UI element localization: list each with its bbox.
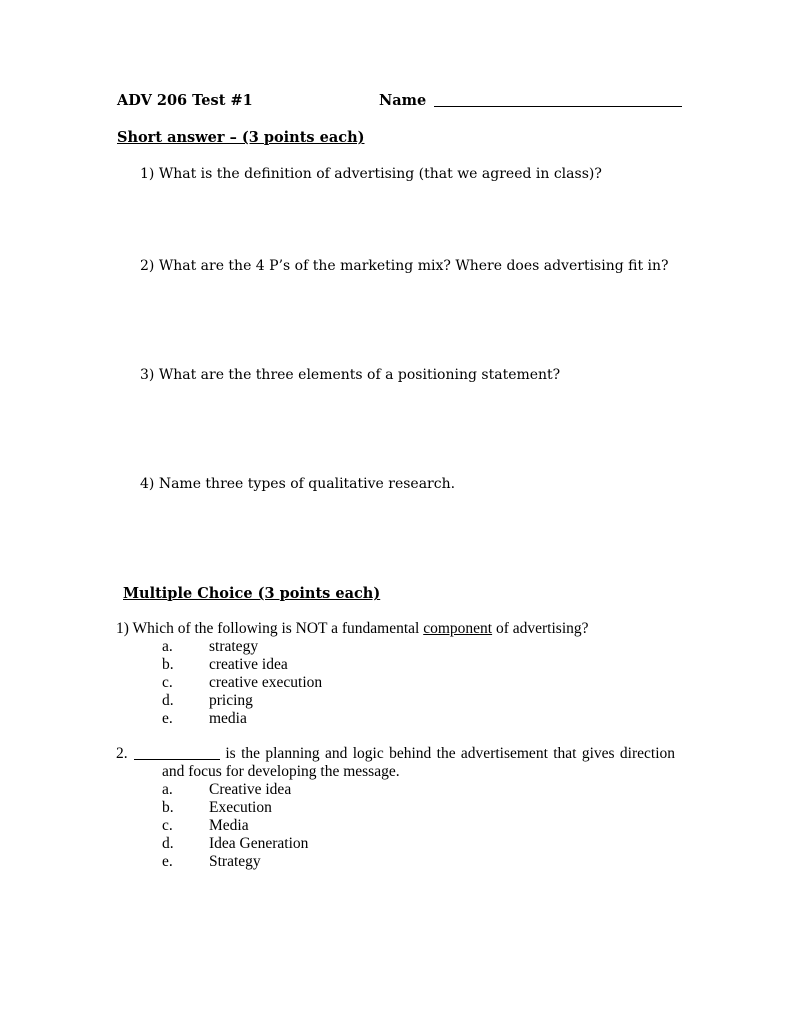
multiple-choice-heading: Multiple Choice (3 points each) [123, 585, 381, 602]
multiple-choice-question-2 [134, 745, 675, 763]
name-blank-line [434, 92, 682, 107]
multiple-choice-question-1 [116, 620, 589, 638]
mc-q1-option-text: strategy [209, 638, 259, 655]
mc-q1-option-letter: c. [162, 674, 173, 691]
mc-q1-option-text: pricing [209, 692, 253, 709]
mc-q2-option-text: Idea Generation [209, 835, 309, 852]
mc-q1-option-letter: e. [162, 710, 173, 727]
answer-blank-line [134, 745, 220, 760]
mc-q1-option-text: media [209, 710, 247, 727]
mc-q2-option-letter: b. [162, 799, 174, 816]
mc-q2-line2: and focus for developing the message. [162, 763, 400, 780]
name-field [379, 92, 682, 109]
mc-q1-option-letter: b. [162, 656, 174, 673]
mc-q2-option-letter: e. [162, 853, 173, 870]
mc-q1-option-letter: a. [162, 638, 173, 655]
mc-q2-option-text: Media [209, 817, 249, 834]
short-answer-question-1: 1) What is the definition of advertising (that we agreed in class)? [140, 166, 602, 182]
name-label: Name [379, 92, 427, 109]
mc-q1-option-text: creative idea [209, 656, 288, 673]
mc-q2-option-text: Execution [209, 799, 272, 816]
short-answer-question-4: 4) Name three types of qualitative research. [140, 476, 456, 492]
mc-q1-prefix: 1) Which of the following is NOT a fundamental [116, 620, 424, 637]
mc-q2-option-letter: d. [162, 835, 174, 852]
mc-q2-option-text: Strategy [209, 853, 261, 870]
mc-q2-option-letter: c. [162, 817, 173, 834]
test-title: ADV 206 Test #1 [117, 92, 253, 109]
mc-q1-option-letter: d. [162, 692, 174, 709]
mc-q2-option-text: Creative idea [209, 781, 292, 798]
mc-q1-underlined-word: component [423, 620, 493, 637]
mc-q1-option-text: creative execution [209, 674, 323, 691]
mc-q1-suffix: of advertising? [492, 620, 589, 637]
mc-q2-option-letter: a. [162, 781, 173, 798]
short-answer-question-3: 3) What are the three elements of a positioning statement? [140, 367, 561, 383]
mc-q2-number: 2. [116, 745, 128, 762]
short-answer-heading: Short answer – (3 points each) [117, 129, 365, 146]
short-answer-question-2: 2) What are the 4 P’s of the marketing mix? Where does advertising fit in? [140, 258, 669, 274]
mc-q2-line1-text: is the planning and logic behind the advertisement that gives direction [225, 745, 676, 762]
